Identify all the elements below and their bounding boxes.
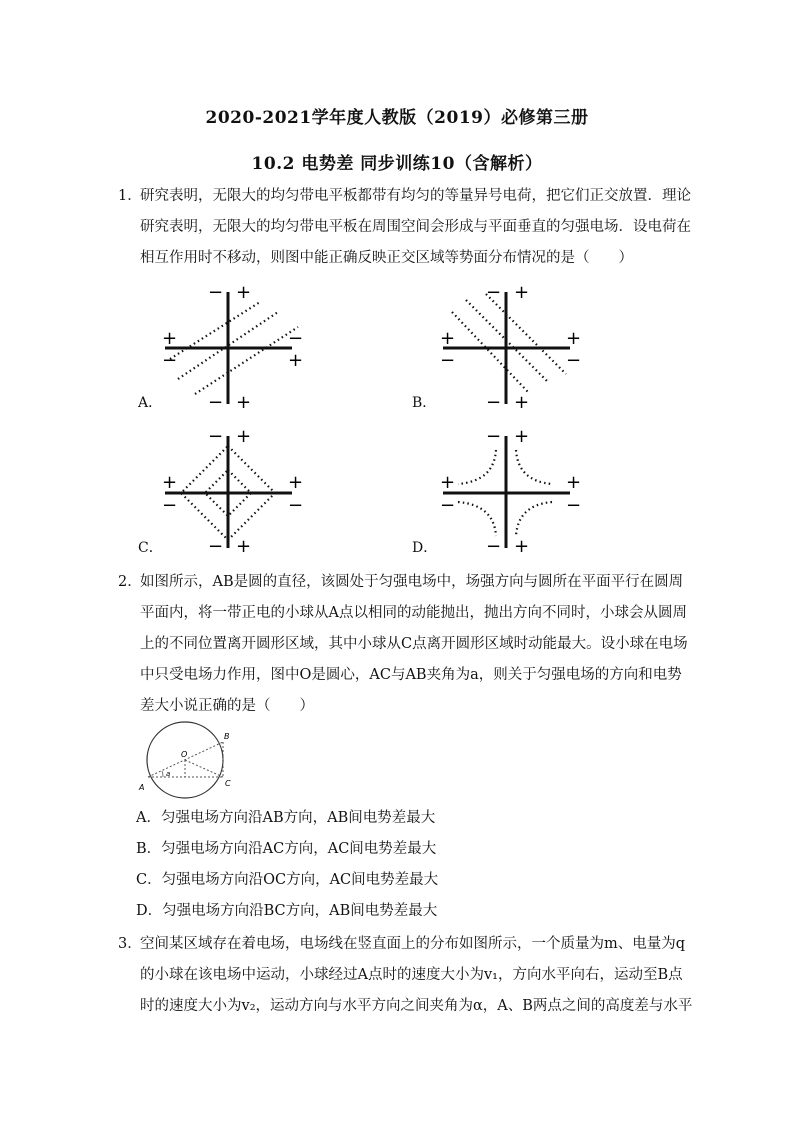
minus-sign: − bbox=[288, 495, 304, 516]
q1-option-d[interactable]: D． bbox=[412, 540, 438, 556]
q1-figure-c bbox=[150, 426, 310, 556]
q3-line-3: 时的速度大小为v₂，运动方向与水平方向之间夹角为α，A、B两点之间的高度差与水平 bbox=[140, 998, 693, 1014]
plus-sign: + bbox=[514, 392, 530, 412]
q3-number: 3． bbox=[118, 936, 142, 952]
q2-line-3: 上的不同位置离开圆形区域，其中小球从C点离开圆形区域时动能最大。设小球在电场 bbox=[140, 636, 688, 652]
minus-sign: − bbox=[486, 282, 502, 303]
plus-sign: + bbox=[566, 328, 582, 349]
minus-sign: − bbox=[162, 495, 178, 516]
q2-line-5: 差大小说正确的是（ ） bbox=[140, 698, 314, 714]
minus-sign: − bbox=[566, 495, 582, 516]
plus-sign: + bbox=[566, 472, 582, 493]
plus-sign: + bbox=[162, 472, 178, 493]
minus-sign: − bbox=[208, 282, 224, 303]
plus-sign: + bbox=[514, 282, 530, 303]
page-subtitle: 10.2 电势差 同步训练10（含解析） bbox=[251, 154, 543, 174]
plus-sign: + bbox=[514, 426, 530, 447]
plus-sign: + bbox=[440, 472, 456, 493]
minus-sign: − bbox=[486, 536, 502, 556]
point-b-label: B bbox=[224, 732, 230, 741]
minus-sign: − bbox=[288, 328, 304, 349]
q2-line-2: 平面内，将一带正电的小球从A点以相同的动能抛出，抛出方向不同时，小球会从圆周 bbox=[140, 605, 687, 621]
plus-sign: + bbox=[162, 328, 178, 349]
plus-sign: + bbox=[514, 536, 530, 556]
plus-sign: + bbox=[236, 282, 252, 303]
plus-sign: + bbox=[236, 536, 252, 556]
minus-sign: − bbox=[486, 392, 502, 412]
minus-sign: − bbox=[208, 426, 224, 447]
q2-line-1: 如图所示，AB是圆的直径，该圆处于匀强电场中，场强方向与圆所在平面平行在圆周 bbox=[140, 574, 684, 590]
q2-number: 2． bbox=[118, 574, 142, 590]
minus-sign: − bbox=[162, 350, 178, 371]
q1-line-2: 研究表明，无限大的均匀带电平板在周围空间会形成与平面垂直的匀强电场．设电荷在 bbox=[140, 219, 691, 235]
plus-sign: + bbox=[288, 350, 304, 371]
q2-option-b[interactable]: B．匀强电场方向沿AC方向，AC间电势差最大 bbox=[136, 841, 437, 857]
point-o-label: O bbox=[181, 750, 188, 759]
q2-option-d[interactable]: D．匀强电场方向沿BC方向，AB间电势差最大 bbox=[136, 903, 438, 919]
plus-sign: + bbox=[236, 392, 252, 412]
point-c-label: C bbox=[225, 779, 231, 788]
q2-option-c[interactable]: C．匀强电场方向沿OC方向，AC间电势差最大 bbox=[136, 872, 439, 888]
q2-line-4: 中只受电场力作用，图中O是圆心，AC与AB夹角为a，则关于匀强电场的方向和电势 bbox=[140, 667, 682, 683]
q1-option-b[interactable]: B． bbox=[412, 395, 437, 411]
plus-sign: + bbox=[288, 472, 304, 493]
q3-line-2: 的小球在该电场中运动，小球经过A点时的速度大小为v₁，方向水平向右，运动至B点 bbox=[140, 967, 683, 983]
q1-line-3: 相互作用时不移动，则图中能正确反映正交区域等势面分布情况的是（ ） bbox=[140, 250, 633, 266]
minus-sign: − bbox=[440, 350, 456, 371]
plus-sign: + bbox=[236, 426, 252, 447]
minus-sign: − bbox=[440, 495, 456, 516]
q1-option-a[interactable]: A． bbox=[138, 395, 163, 411]
minus-sign: − bbox=[486, 426, 502, 447]
minus-sign: − bbox=[208, 392, 224, 412]
q1-figure-a bbox=[150, 282, 310, 412]
q3-line-1: 空间某区域存在着电场，电场线在竖直面上的分布如图所示，一个质量为m、电量为q bbox=[140, 936, 686, 952]
point-a-label: A bbox=[139, 783, 145, 792]
page-title: 2020-2021学年度人教版（2019）必修第三册 bbox=[205, 108, 589, 128]
q1-figure-d bbox=[428, 426, 588, 556]
q2-circle-figure bbox=[135, 720, 245, 802]
q1-option-c[interactable]: C． bbox=[138, 540, 163, 556]
minus-sign: − bbox=[208, 536, 224, 556]
minus-sign: − bbox=[566, 350, 582, 371]
plus-sign: + bbox=[440, 328, 456, 349]
q1-line-1: 研究表明，无限大的均匀带电平板都带有均匀的等量异号电荷，把它们正交放置．理论 bbox=[140, 188, 691, 204]
q1-figure-b bbox=[428, 282, 588, 412]
q1-number: 1． bbox=[118, 188, 142, 204]
angle-a-label: a bbox=[166, 770, 171, 778]
q2-option-a[interactable]: A．匀强电场方向沿AB方向，AB间电势差最大 bbox=[136, 810, 436, 826]
